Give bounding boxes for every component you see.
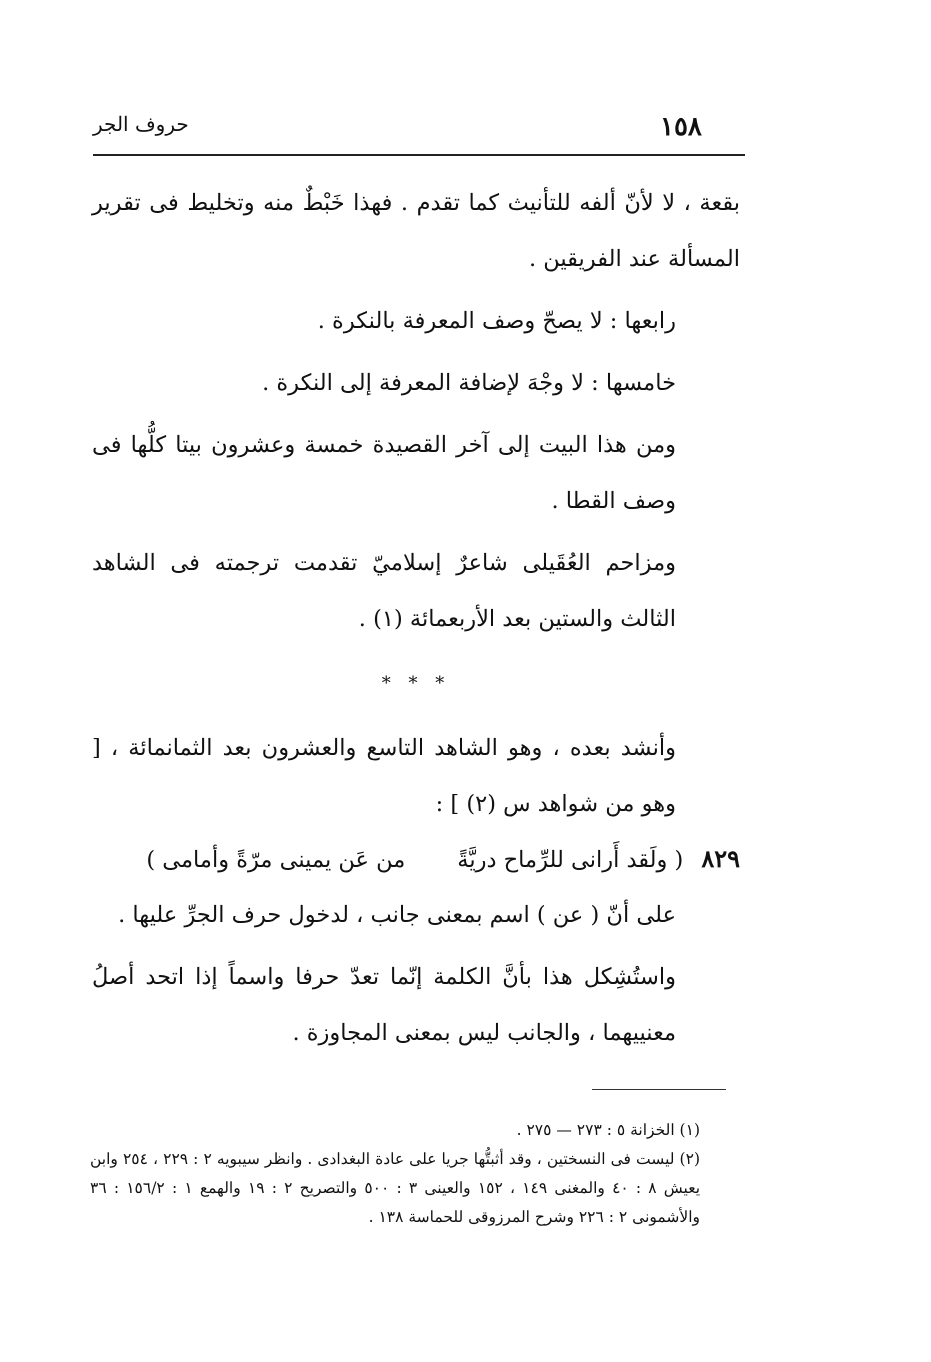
verse-hemistich-2: من عَن يمينى مرّةً وأمامى ): [146, 847, 406, 873]
paragraph-2: رابعها : لا يصحّ وصف المعرفة بالنكرة .: [317, 308, 676, 334]
footnotes: [90, 1116, 730, 1232]
header-rule: [93, 154, 745, 156]
page-number: ١٥٨: [660, 112, 702, 142]
footnote-2: (٢) ليست فى النسختين ، وقد أثبتُّها جريا على عادة البغدادى . وانظر سيبويه ٢ : ٢٢٩ ، ٢٥٤ وابن يعيش ٨ : ٤٠ والمغنى ١٤٩ ، ١٥٢ والعينى ٣ : ٥٠٠ والتصريح ٢ : ١٩ والهمع ١ : ١٥٦/٢ : ٣٦ والأشمونى ٢ : ٢٢٦ وشرح المرزوقى للحماسة ١٣٨ .: [90, 1150, 701, 1226]
footnote-1: (١) الخزانة ٥ : ٢٧٣ — ٢٧٥ .: [516, 1121, 700, 1139]
verse-number: ٨٢٩: [701, 844, 740, 873]
paragraph-6: وأنشد بعده ، وهو الشاهد التاسع والعشرون بعد الثمانمائة ، [ وهو من شواهد س (٢) ] :: [92, 735, 676, 817]
paragraph-3: خامسها : لا وجْهَ لإضافة المعرفة إلى النكرة .: [262, 370, 676, 396]
paragraph-5: ومزاحم العُقَيلى شاعرٌ إسلاميّ تقدمت ترجمته فى الشاهد الثالث والستين بعد الأربعمائة (١) .: [92, 550, 676, 632]
verse-hemistich-1: ( ولَقد أَرانى للرِّماح دريَّةً: [457, 847, 684, 873]
running-header-title: حروف الجر: [93, 112, 189, 136]
footnote-rule: [592, 1089, 726, 1090]
verse-line: [92, 832, 740, 887]
section-separator: * * *: [381, 673, 451, 694]
paragraph-1: بقعة ، لا لأنّ ألفه للتأنيث كما تقدم . فهذا خَبْطٌ منه وتخليط فى تقرير المسألة عند الفريقين .: [92, 190, 740, 272]
paragraph-8: واستُشِكل هذا بأنَّ الكلمة إنّما تعدّ حرفا واسماً إذا اتحد أصلُ معنييهما ، والجانب ليس بمعنى المجاوزة .: [92, 964, 676, 1046]
main-text: [92, 175, 740, 1061]
paragraph-7: على أنّ ( عن ) اسم بمعنى جانب ، لدخول حرف الجرِّ عليها .: [118, 902, 676, 928]
paragraph-4: ومن هذا البيت إلى آخر القصيدة خمسة وعشرون بيتا كلُّها فى وصف القطا .: [92, 432, 676, 514]
